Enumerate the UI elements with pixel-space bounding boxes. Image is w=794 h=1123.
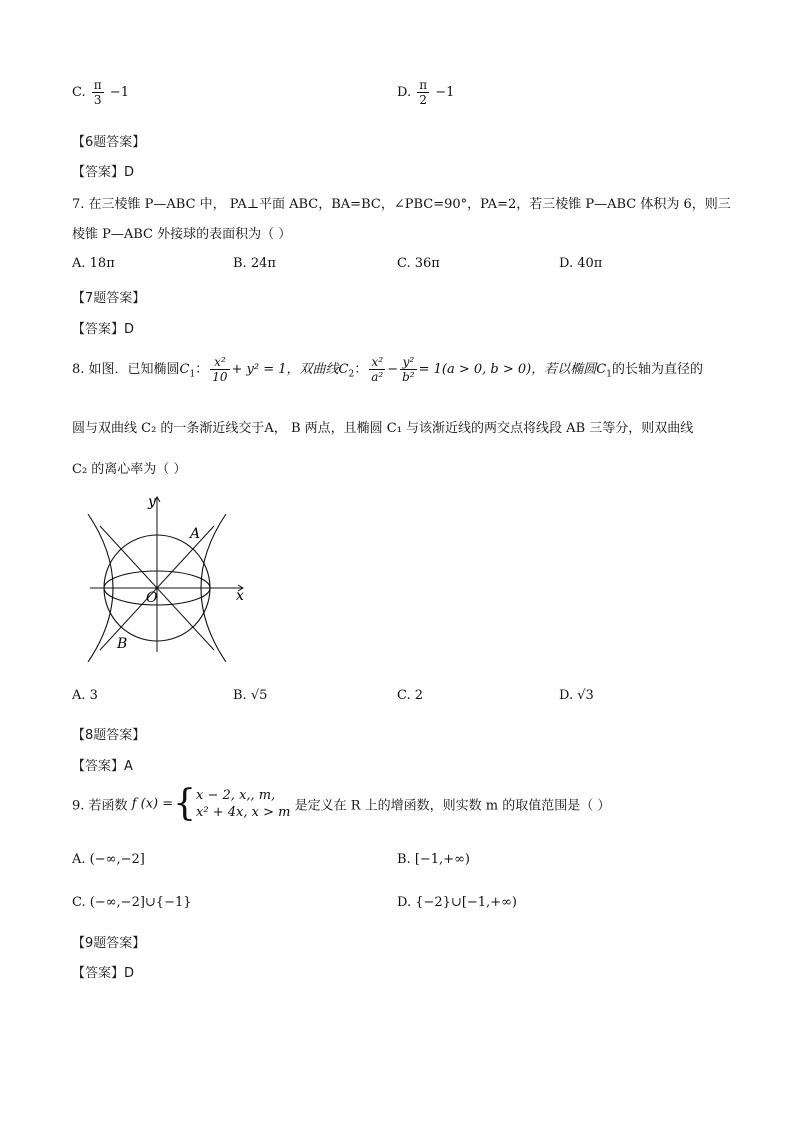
- q8-c2: C: [338, 362, 349, 377]
- q9-option-a: A. (−∞,−2]: [72, 852, 145, 867]
- q6-option-c-num: π: [93, 78, 102, 92]
- q8-option-a: A. 3: [72, 688, 98, 703]
- q7-option-a: A. 18π: [72, 256, 115, 271]
- q8-h-den1: a²: [371, 370, 384, 384]
- q9-cases: [196, 787, 290, 821]
- label-x: x: [236, 588, 244, 604]
- q9-stem: [72, 783, 611, 824]
- label-y: y: [148, 494, 156, 510]
- q6-option-d-tail: −1: [435, 85, 455, 100]
- q8-c2-sub: 2: [348, 369, 355, 380]
- q6-option-d-den: 2: [419, 93, 427, 107]
- q8-stem-line3: C₂ 的离心率为（ ）: [72, 462, 187, 477]
- q7-answer: 【答案】D: [72, 322, 135, 337]
- q8-h-num2: y²: [400, 355, 417, 370]
- q8-figure: [80, 492, 255, 662]
- q9-prefix: 9. 若函数: [72, 798, 128, 814]
- q8-hyperbola-fraction-2: [400, 355, 417, 384]
- q7-stem-line2: 棱锥 P—ABC 外接球的表面积为（ ）: [72, 227, 292, 242]
- q8-prefix: 8. 如图．已知椭圆: [72, 362, 180, 377]
- label-a: A: [190, 526, 201, 542]
- q8-ellipse-num: x²: [210, 355, 229, 370]
- q8-ellipse-den: 10: [212, 370, 228, 384]
- q8-colon: ：: [195, 362, 209, 377]
- q6-option-c-letter: C.: [72, 85, 86, 100]
- q8-h-den2: b²: [402, 370, 415, 384]
- q9-heading: 【9题答案】: [72, 936, 146, 951]
- q8-heading: 【8题答案】: [72, 728, 146, 743]
- q8-hyperbola-fraction-1: [369, 355, 385, 384]
- q6-option-c-fraction: [92, 78, 104, 107]
- q6-option-d-letter: D.: [397, 85, 412, 100]
- q8-minus: −: [387, 362, 399, 377]
- q6-option-d-fraction: [417, 78, 429, 107]
- q8-suffix: 的长轴为直径的: [611, 362, 703, 377]
- q8-c1b: C: [596, 362, 607, 377]
- q9-brace: {: [173, 783, 197, 824]
- q9-case2: x² + 4x, x > m: [196, 805, 291, 820]
- label-b: B: [117, 636, 128, 652]
- q8-option-c: C. 2: [397, 688, 424, 703]
- q8-stem-line2: 圆与双曲线 C₂ 的一条渐近线交于A， B 两点，且椭圆 C₁ 与该渐近线的两交点将线段 AB 三等分，则双曲线: [72, 421, 694, 436]
- q7-heading: 【7题答案】: [72, 291, 146, 306]
- q8-c1b-sub: 1: [606, 369, 612, 380]
- q9-answer: 【答案】D: [72, 966, 135, 981]
- q6-option-c: [72, 78, 129, 107]
- q7-option-c: C. 36π: [397, 256, 440, 271]
- q8-stem-line1: [72, 355, 703, 384]
- q8-hyperbola-tail: = 1(a > 0, b > 0)，若以椭圆: [418, 362, 597, 377]
- q8-option-d: D. √3: [559, 688, 594, 703]
- q9-fx: f (x) =: [131, 796, 174, 812]
- q8-ellipse-tail: + y² = 1，双曲线: [231, 362, 339, 377]
- q9-case1: x − 2, x,, m,: [196, 788, 276, 803]
- q7-option-b: B. 24π: [233, 256, 276, 271]
- q6-answer: 【答案】D: [72, 165, 135, 180]
- q8-h-num1: x²: [369, 355, 385, 370]
- q6-option-d: [397, 78, 454, 107]
- label-o: O: [146, 590, 158, 606]
- q9-suffix: 是定义在 R 上的增函数，则实数 m 的取值范围是（ ）: [294, 798, 611, 814]
- q8-ellipse-fraction: [210, 355, 229, 384]
- q9-option-b: B. [−1,+∞): [397, 852, 470, 867]
- q8-c1-sub: 1: [189, 369, 196, 380]
- q8-answer: 【答案】A: [72, 759, 133, 774]
- q6-heading: 【6题答案】: [72, 135, 146, 150]
- q7-option-d: D. 40π: [559, 256, 603, 271]
- q9-option-c: C. (−∞,−2]∪{−1}: [72, 895, 192, 910]
- q8-colon-2: ：: [354, 362, 368, 377]
- q8-c1: C: [179, 362, 190, 377]
- q9-option-d: D. {−2}∪[−1,+∞): [397, 895, 517, 910]
- q7-stem-line1: 7. 在三棱锥 P—ABC 中， PA⊥平面 ABC，BA=BC，∠PBC=90°，PA=2，若三棱锥 P—ABC 体积为 6，则三: [72, 197, 731, 212]
- q8-option-b: B. √5: [233, 688, 268, 703]
- q6-option-c-tail: −1: [109, 85, 129, 100]
- q6-option-d-num: π: [419, 78, 428, 92]
- q6-option-c-den: 3: [93, 93, 102, 107]
